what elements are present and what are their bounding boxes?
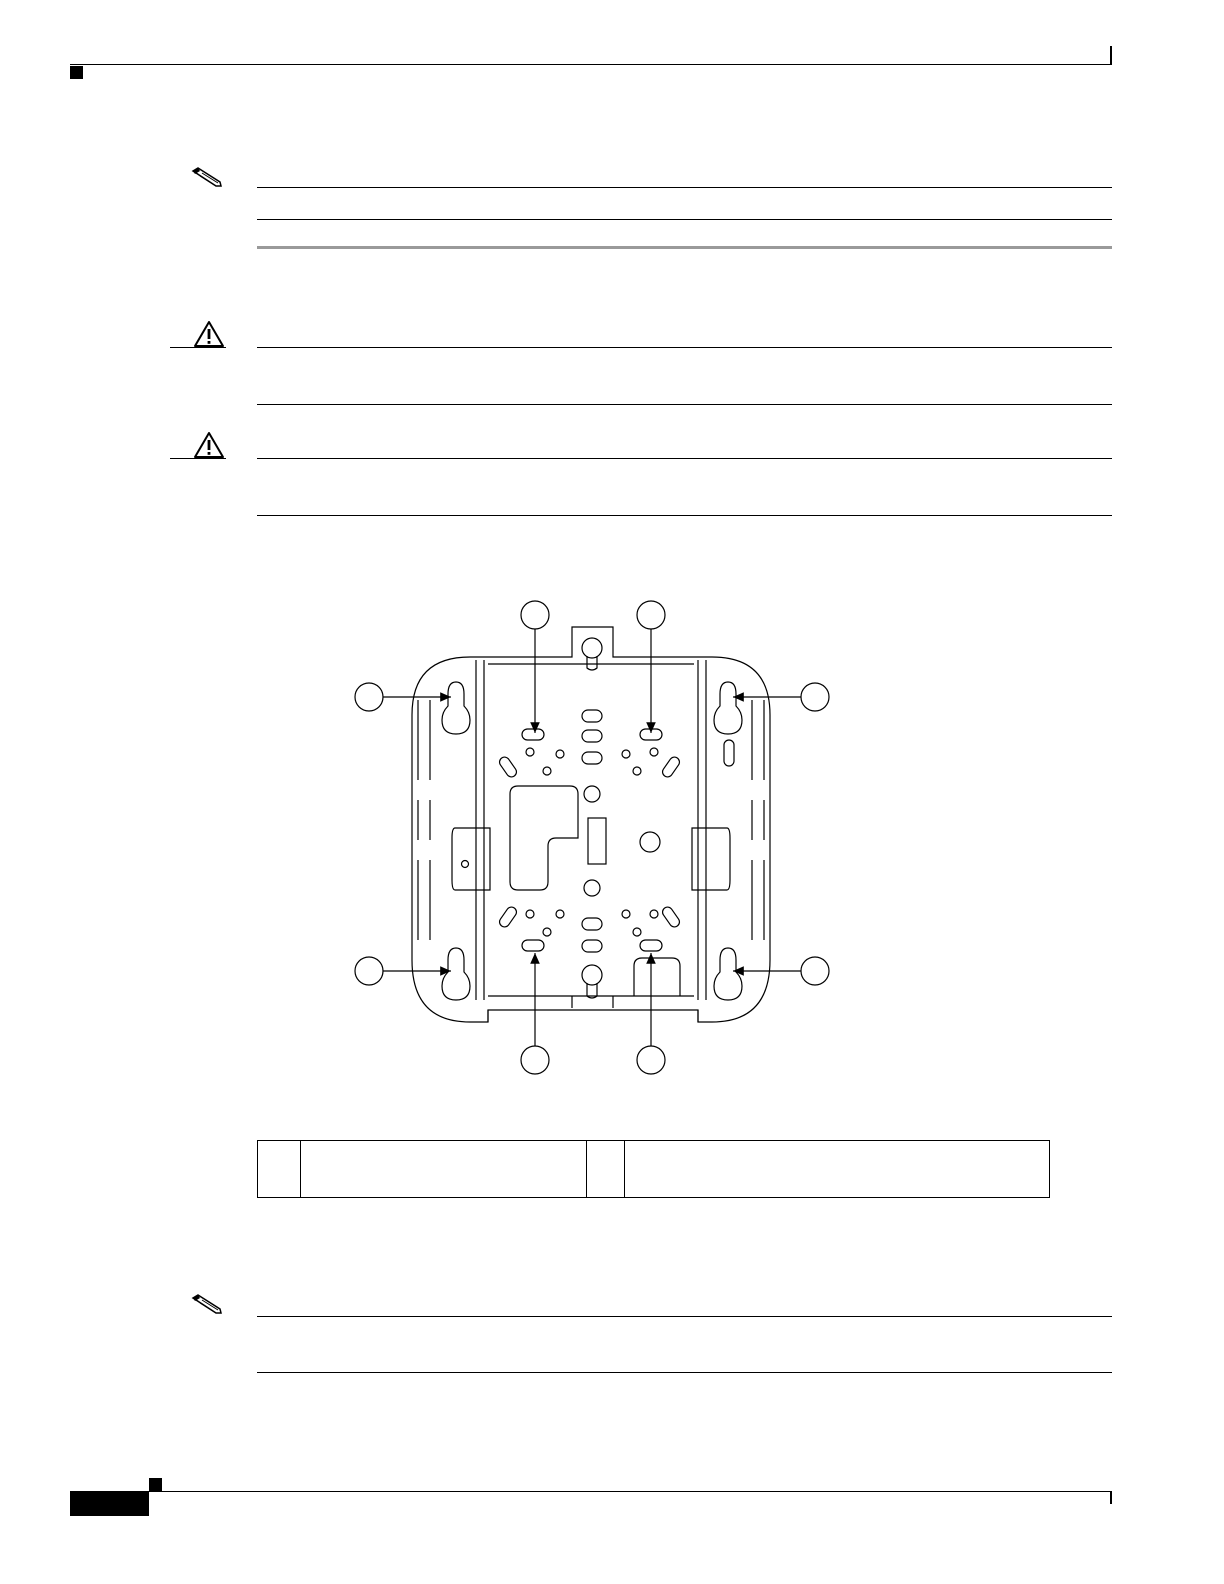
header-rule [70, 64, 1112, 65]
legend-number-cell [258, 1141, 301, 1197]
header-corner-marker [70, 66, 83, 79]
caution-top-rule [257, 347, 1112, 348]
caution-left-rule [170, 458, 226, 459]
legend-description-cell [301, 1141, 587, 1197]
legend-description-cell [625, 1141, 1048, 1197]
footer-corner-marker [149, 1478, 162, 1491]
caution-left-rule [170, 347, 226, 348]
caution-bottom-rule [257, 404, 1112, 405]
note-top-rule [257, 1316, 1112, 1317]
caution-top-rule [257, 458, 1112, 459]
footer-page-number-block [70, 1491, 149, 1516]
callout-circle [801, 957, 829, 985]
callout-circle [521, 1046, 549, 1074]
note-bottom-rule [257, 1372, 1112, 1373]
caution-triangle-icon [193, 431, 225, 459]
legend-number-cell [587, 1141, 625, 1197]
footer-right-tick [1110, 1492, 1112, 1504]
pencil-note-icon [190, 166, 224, 188]
caution-triangle-icon [193, 320, 225, 348]
note-top-rule [257, 187, 1112, 188]
caution-bottom-rule [257, 515, 1112, 516]
callout-circle [355, 957, 383, 985]
figure-legend-table [257, 1140, 1050, 1198]
note-bottom-rule [257, 219, 1112, 220]
header-right-tick [1110, 46, 1112, 65]
callout-circle [801, 683, 829, 711]
section-thick-rule [257, 246, 1112, 249]
callout-circle [355, 683, 383, 711]
callout-circle [637, 601, 665, 629]
footer-rule [149, 1491, 1112, 1492]
pencil-note-icon [190, 1293, 224, 1315]
callout-circle [637, 1046, 665, 1074]
callout-circle [521, 601, 549, 629]
mounting-bracket-figure [340, 590, 840, 1090]
